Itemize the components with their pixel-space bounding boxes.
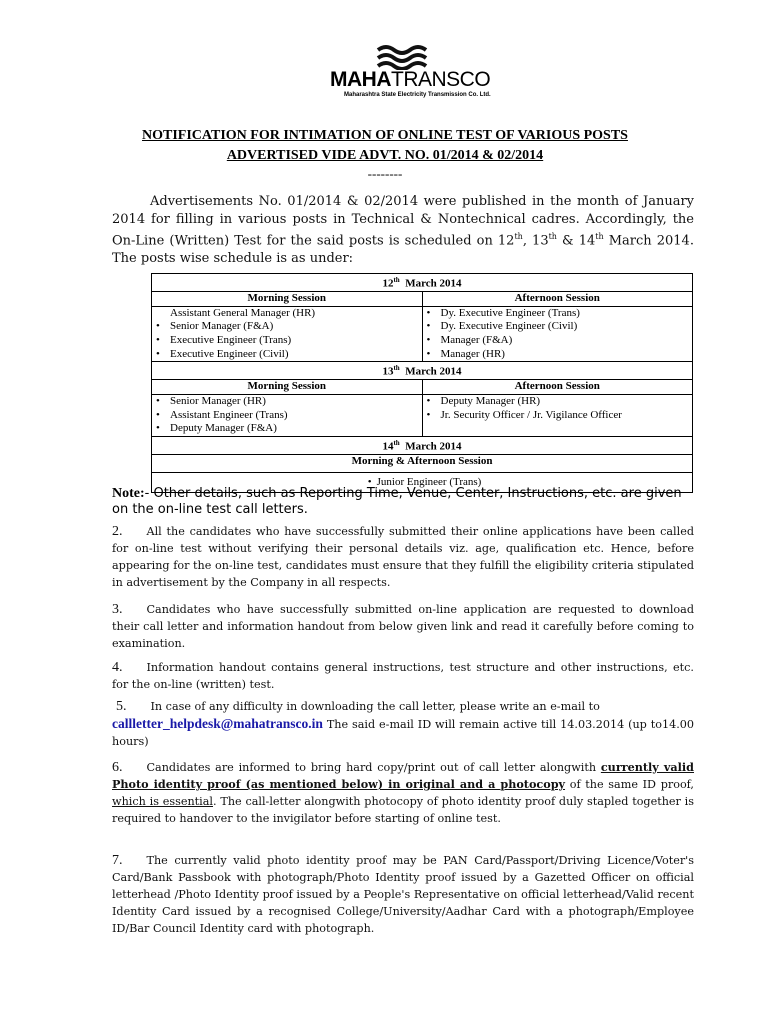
mahatransco-logo xyxy=(330,44,491,100)
day-3-header: 14th March 2014 xyxy=(152,436,693,454)
day-1-morning-header: Morning Session xyxy=(152,292,423,307)
list-item: • Jr. Security Officer / Jr. Vigilance Officer xyxy=(427,409,689,423)
day-2-header: 13th March 2014 xyxy=(152,362,693,380)
list-item: • Junior Engineer (Trans) xyxy=(363,476,482,488)
paragraph-7: 7. The currently valid photo identity proof may be PAN Card/Passport/Driving Licence/Voter's Card/Bank Passbook with photograph/Photo Identity proof issued by a Gazetted Officer on official letterhead /Photo Identity proof issued by a People's Representative on official letterhead/Valid recent Identity Card issued by a recognised College/University/Aadhar Card with a photograph/Employee ID/Bar Council Identity card with photograph. xyxy=(112,853,694,935)
paragraph-2: 2. All the candidates who have successfully submitted their online applications have been called for on-line test without verifying their personal details viz. age, qualification etc. Hence, before appearing for the on-line test, candidates must ensure that they fulfill the eligibility criteria stipulated in advertisement by the Company in all respects. xyxy=(112,524,694,589)
schedule-table xyxy=(151,273,693,493)
helpdesk-email-link[interactable]: callletter_helpdesk@mahatransco.in xyxy=(112,716,323,731)
paragraph-4: 4. Information handout contains general instructions, test structure and other instructions, etc. for the on-line (written) test. xyxy=(112,660,694,691)
day-1-afternoon-header: Afternoon Session xyxy=(422,292,693,307)
list-item: • Executive Engineer (Trans) xyxy=(156,334,418,348)
day-1-session-row xyxy=(152,292,693,307)
list-item: • Assistant Engineer (Trans) xyxy=(156,409,418,423)
paragraph-5: 5. In case of any difficulty in downloading the call letter, please write an e-mail to callletter_helpdesk@mahatransco.in The said e-mail ID will remain active till 14.03.2014 (up to14.00 hours) xyxy=(112,699,694,748)
note-paragraph: Note:- Other details, such as Reporting Time, Venue, Center, Instructions, etc. are given on the on-line test call letters. xyxy=(112,486,682,517)
list-item: • Manager (HR) xyxy=(427,348,689,362)
day-1-morning-posts xyxy=(152,306,423,361)
day-3-session-row xyxy=(152,455,693,473)
day-1-afternoon-posts xyxy=(422,306,693,361)
paragraph-6: 6. Candidates are informed to bring hard copy/print out of call letter alongwith currently valid Photo identity proof (as mentioned below) in original and a photocopy of the same ID proof, which is essential. The call-letter alongwith photocopy of photo identity proof duly stapled together is required to handover to the invigilator before starting of online test. xyxy=(112,760,695,825)
day-2-afternoon-posts xyxy=(422,395,693,437)
title-dashes: -------- xyxy=(367,166,403,181)
transmission-waves-icon xyxy=(374,44,434,70)
logo-wordmark: MAHATRANSCO xyxy=(330,68,491,91)
day-2-posts-row xyxy=(152,395,693,437)
day-3-header-row xyxy=(152,436,693,454)
day-3-session-header: Morning & Afternoon Session xyxy=(152,455,693,473)
list-item: Assistant General Manager (HR) xyxy=(170,306,316,319)
day-1-header-row xyxy=(152,274,693,292)
list-item: • Senior Manager (F&A) xyxy=(156,320,418,334)
day-2-morning-header: Morning Session xyxy=(152,380,423,395)
logo-tagline: Maharashtra State Electricity Transmission Co. Ltd. xyxy=(344,92,491,98)
day-2-session-row xyxy=(152,380,693,395)
title-line-2: ADVERTISED VIDE ADVT. NO. 01/2014 & 02/2014 xyxy=(226,148,544,163)
day-2-afternoon-header: Afternoon Session xyxy=(422,380,693,395)
day-2-header-row xyxy=(152,362,693,380)
note-label: Note: xyxy=(112,486,145,501)
day-1-posts-row xyxy=(152,306,693,361)
paragraph-3: 3. Candidates who have successfully submitted on-line application are requested to download their call letter and information handout from below given link and read it carefully before coming to examination. xyxy=(112,602,694,650)
day-2-morning-posts xyxy=(152,395,423,437)
day-1-header: 12th March 2014 xyxy=(152,274,693,292)
intro-paragraph: Advertisements No. 01/2014 & 02/2014 were published in the month of January 2014 for filling in various posts in Technical & Nontechnical cadres. Accordingly, the On-Line (Written) Test for the said posts is scheduled on 12th, 13th & 14th March 2014. The posts wise schedule is as under: xyxy=(112,194,694,266)
list-item: • Manager (F&A) xyxy=(427,334,689,348)
list-item: • Dy. Executive Engineer (Civil) xyxy=(427,320,689,334)
list-item: • Deputy Manager (HR) xyxy=(427,395,689,409)
list-item: • Senior Manager (HR) xyxy=(156,395,418,409)
title-line-1: NOTIFICATION FOR INTIMATION OF ONLINE TEST OF VARIOUS POSTS xyxy=(142,128,628,143)
list-item: • Executive Engineer (Civil) xyxy=(156,348,418,362)
list-item: • Deputy Manager (F&A) xyxy=(156,422,418,436)
list-item: • Dy. Executive Engineer (Trans) xyxy=(427,307,689,321)
